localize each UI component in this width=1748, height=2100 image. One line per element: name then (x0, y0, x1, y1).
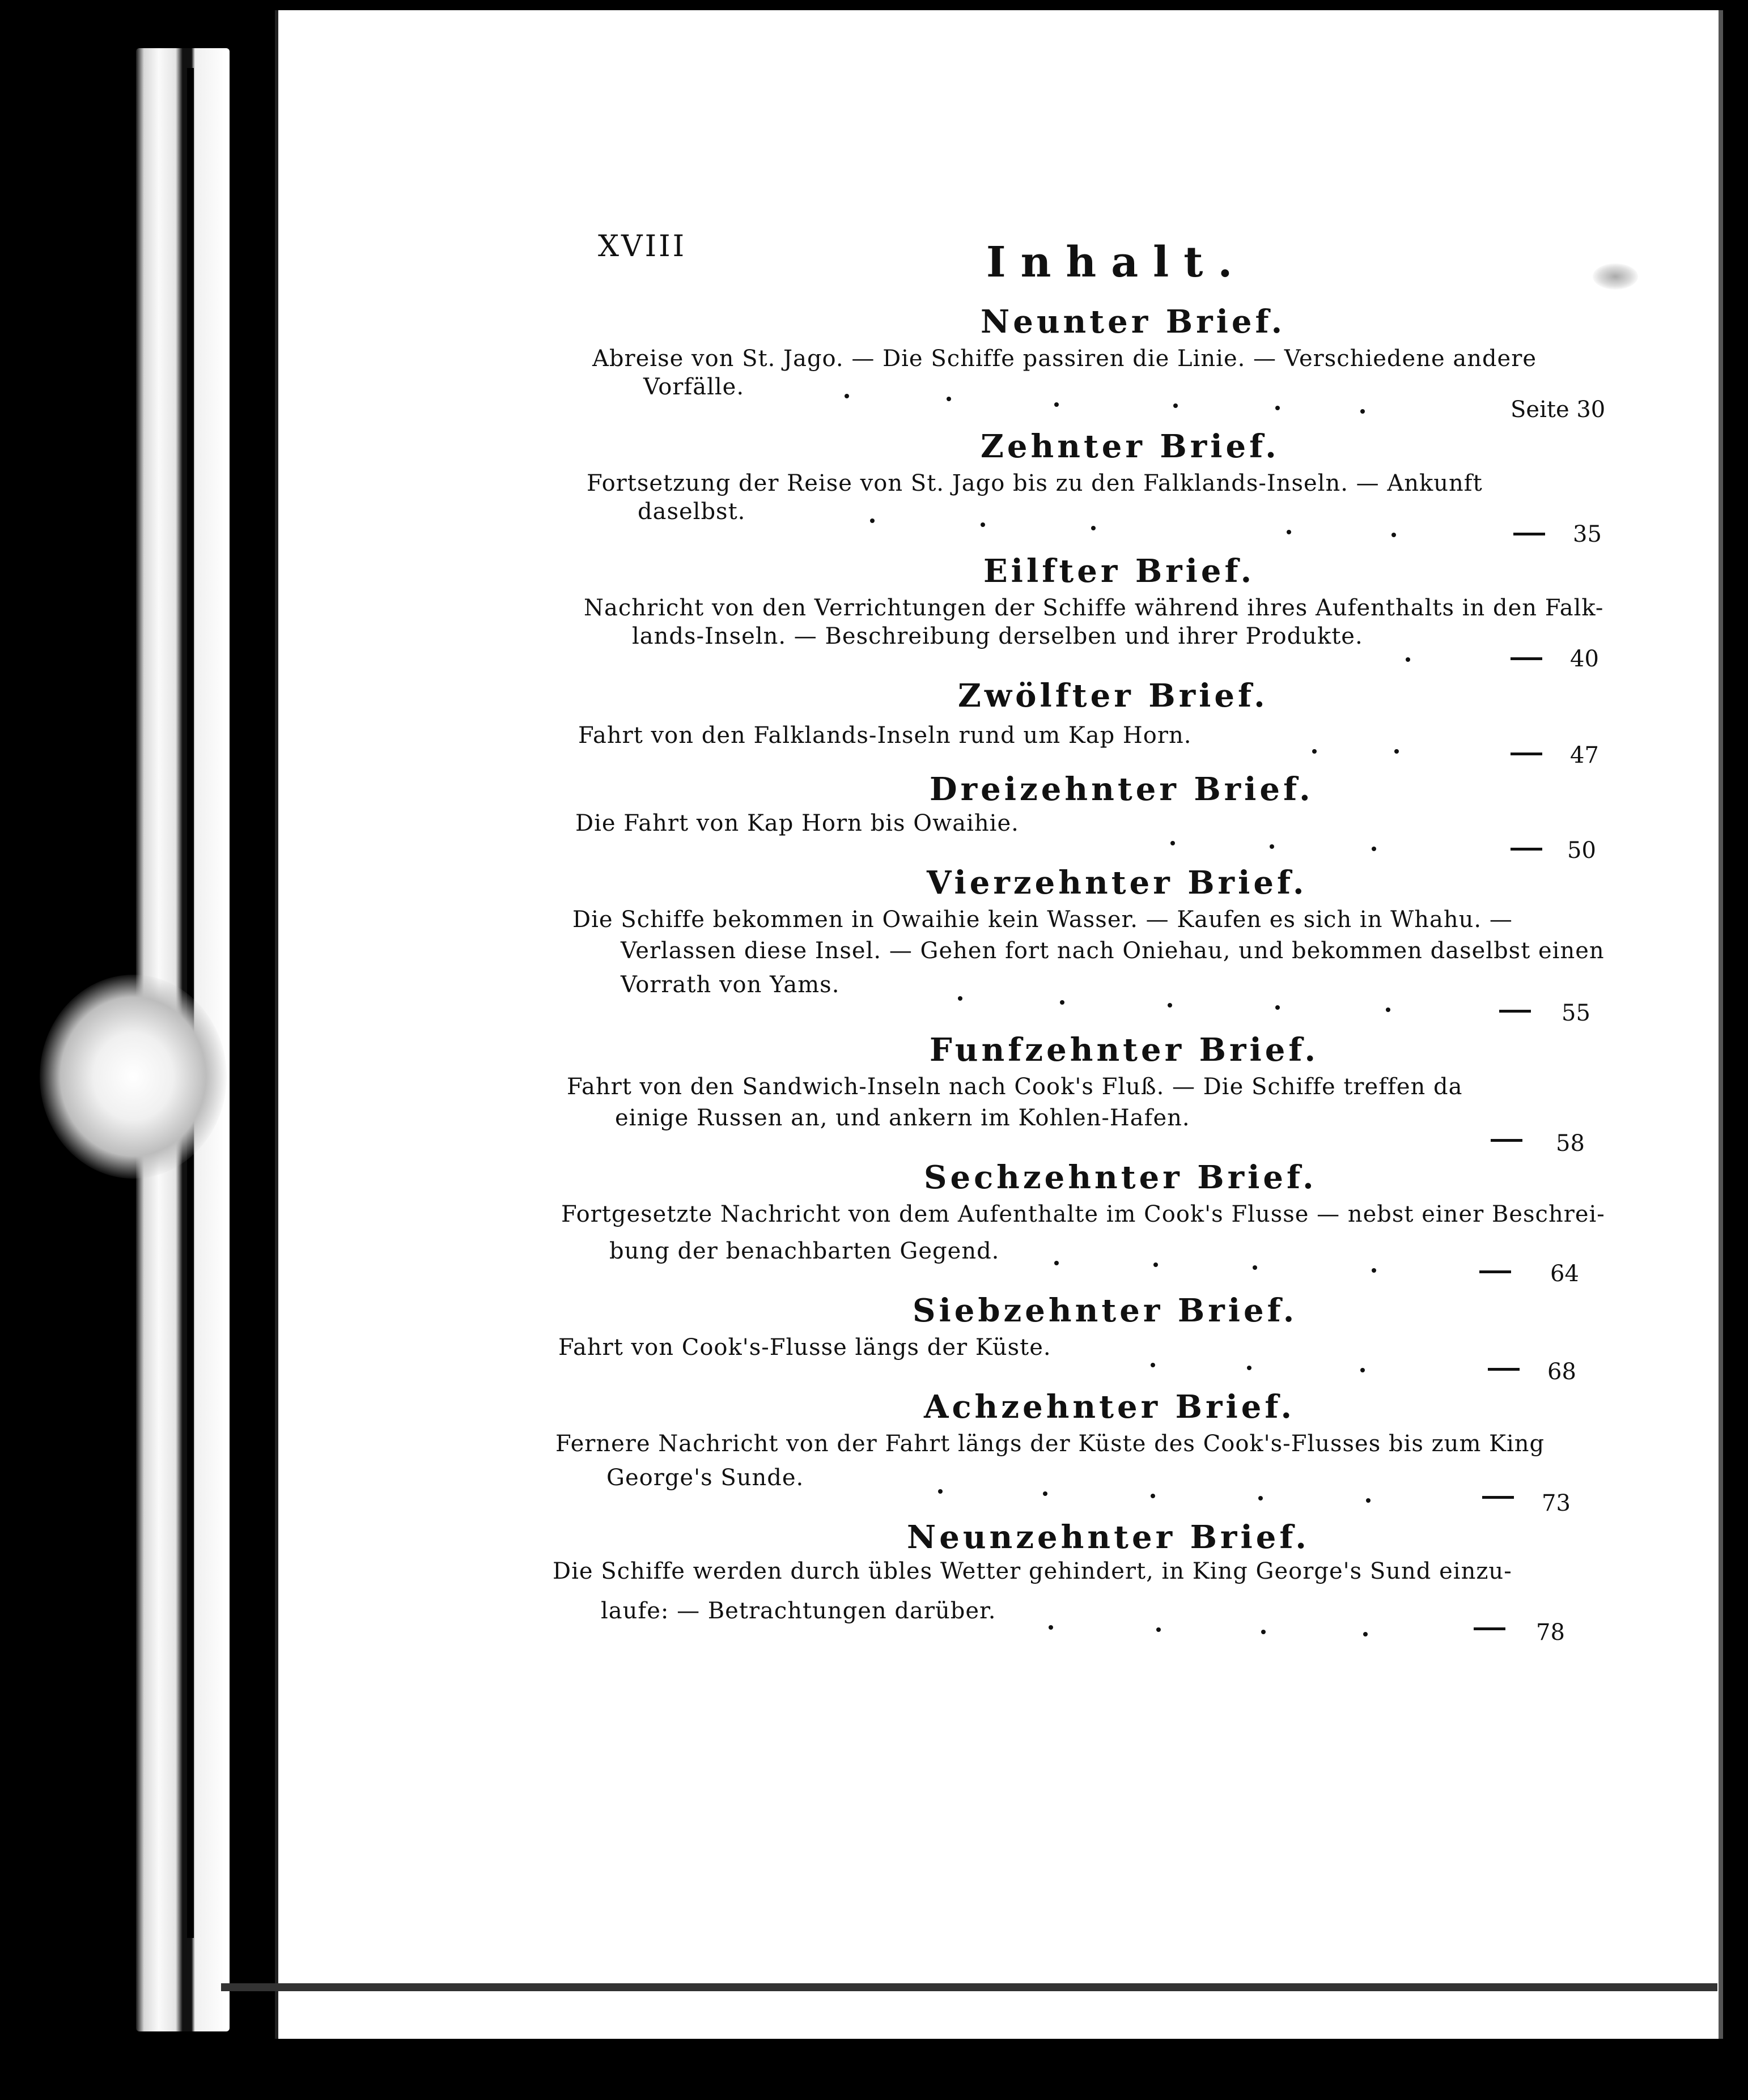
leader-dot (1270, 844, 1274, 849)
letter-title: Sechzehnter Brief. (924, 1159, 1317, 1196)
leader-dot (1287, 530, 1291, 534)
letter-title: Neunzehnter Brief. (907, 1519, 1310, 1556)
leader-dot (1151, 1494, 1155, 1498)
leader-dot (1391, 533, 1396, 537)
ditto-dash (1488, 1368, 1520, 1371)
page-reference: 78 (1536, 1619, 1565, 1646)
leader-dot (1060, 1000, 1064, 1005)
page-reference: 64 (1550, 1261, 1579, 1287)
page-reference: 47 (1570, 742, 1599, 768)
leader-dot (1049, 1625, 1053, 1630)
summary-line: Fahrt von den Falklands-Inseln rund um Kap Horn. (578, 722, 1192, 749)
page-heading: Inhalt. (986, 238, 1248, 287)
letter-title: Siebzehnter Brief. (913, 1292, 1298, 1329)
leader-dot (870, 518, 875, 523)
leader-dot (1394, 749, 1399, 754)
leader-dot (1275, 406, 1280, 410)
summary-line: Die Schiffe werden durch übles Wetter gehindert, in King George's Sund einzu- (553, 1558, 1512, 1584)
leader-dot (1360, 1368, 1365, 1372)
leader-dot (1156, 1627, 1161, 1632)
leader-dot (1253, 1265, 1257, 1270)
leader-dot (1173, 403, 1178, 408)
page-number: XVIII (598, 229, 687, 263)
leader-dot (1406, 657, 1410, 662)
letter-title: Zehnter Brief. (981, 428, 1280, 465)
ditto-dash (1474, 1627, 1505, 1630)
leader-dot (1261, 1630, 1266, 1634)
leader-dot (1386, 1008, 1390, 1012)
page-reference: 73 (1542, 1490, 1571, 1516)
leader-dot (1366, 1498, 1371, 1503)
summary-line: einige Russen an, und ankern im Kohlen-Hafen. (615, 1105, 1190, 1131)
summary-line: Fahrt von Cook's-Flusse längs der Küste. (558, 1334, 1051, 1361)
leader-dot (1312, 749, 1317, 754)
leader-dot (958, 996, 962, 1001)
leader-dot (1372, 1268, 1376, 1273)
page-bottom-edge (221, 1983, 1717, 1991)
leader-dot (1168, 1003, 1172, 1008)
letter-title: Zwölfter Brief. (958, 677, 1268, 715)
summary-line: Abreise von St. Jago. — Die Schiffe passiren die Linie. — Verschiedene andere (592, 346, 1537, 372)
summary-line: Fortgesetzte Nachricht von dem Aufenthalte im Cook's Flusse — nebst einer Beschrei- (561, 1201, 1605, 1227)
ink-smudge (1593, 263, 1638, 290)
page-reference: 40 (1570, 646, 1599, 672)
leader-dot (1372, 847, 1376, 851)
ditto-dash (1513, 533, 1545, 535)
ditto-dash (1511, 848, 1542, 851)
letter-title: Neunter Brief. (981, 303, 1286, 341)
summary-line: Vorfälle. (643, 374, 745, 400)
leader-dot (981, 522, 985, 527)
summary-line: Fernere Nachricht von der Fahrt längs der Küste des Cook's-Flusses bis zum King (555, 1431, 1545, 1457)
leader-dot (1043, 1491, 1047, 1496)
leader-dot (1258, 1496, 1263, 1500)
summary-line: lands-Inseln. — Beschreibung derselben und ihrer Produkte. (632, 623, 1363, 649)
ditto-dash (1499, 1010, 1531, 1013)
summary-line: Fahrt von den Sandwich-Inseln nach Cook's Fluß. — Die Schiffe treffen da (567, 1074, 1463, 1100)
leader-dot (1170, 841, 1175, 845)
letter-title: Achzehnter Brief. (924, 1388, 1295, 1426)
summary-line: daselbst. (638, 499, 746, 525)
page-reference: 50 (1567, 838, 1596, 864)
leader-dot (1275, 1005, 1280, 1010)
paper-damage (40, 975, 227, 1179)
leader-dot (1054, 402, 1059, 407)
leader-dot (938, 1489, 943, 1494)
ditto-dash (1479, 1270, 1511, 1273)
ditto-dash (1511, 657, 1542, 660)
letter-title: Vierzehnter Brief. (927, 864, 1308, 902)
letter-title: Eilfter Brief. (983, 552, 1255, 590)
page-edge (1719, 10, 1723, 2039)
page-reference: 58 (1556, 1130, 1585, 1157)
leader-dot (1153, 1262, 1158, 1267)
letter-title: Funfzehnter Brief. (930, 1031, 1319, 1069)
summary-line: Nachricht von den Verrichtungen der Schiffe während ihres Aufenthalts in den Falk- (584, 595, 1604, 621)
leader-dot (845, 394, 849, 398)
summary-line: Verlassen diese Insel. — Gehen fort nach Oniehau, und bekommen daselbst einen (621, 938, 1605, 964)
leader-dot (1363, 1632, 1368, 1636)
summary-line: George's Sunde. (606, 1465, 804, 1491)
leader-dot (1151, 1363, 1155, 1367)
page-reference: 68 (1547, 1359, 1576, 1385)
summary-line: bung der benachbarten Gegend. (609, 1238, 1000, 1264)
ditto-dash (1491, 1139, 1522, 1142)
leader-dot (1247, 1366, 1251, 1370)
leader-dot (1091, 526, 1096, 530)
summary-line: Vorrath von Yams. (621, 972, 840, 998)
summary-line: Die Fahrt von Kap Horn bis Owaihie. (575, 810, 1019, 836)
summary-line: Fortsetzung der Reise von St. Jago bis zu den Falklands-Inseln. — Ankunft (587, 470, 1483, 496)
leader-dot (947, 397, 951, 401)
leader-dot (1054, 1261, 1059, 1265)
page-reference: 55 (1562, 1000, 1590, 1026)
leader-dot (1360, 409, 1365, 414)
ditto-dash (1482, 1496, 1514, 1499)
summary-line: Die Schiffe bekommen in Owaihie kein Wasser. — Kaufen es sich in Whahu. — (572, 907, 1513, 933)
page-reference: 35 (1573, 521, 1602, 547)
letter-title: Dreizehnter Brief. (930, 771, 1314, 808)
page-reference: Seite 30 (1511, 397, 1606, 423)
ditto-dash (1511, 753, 1542, 755)
summary-line: laufe: — Betrachtungen darüber. (601, 1598, 996, 1624)
